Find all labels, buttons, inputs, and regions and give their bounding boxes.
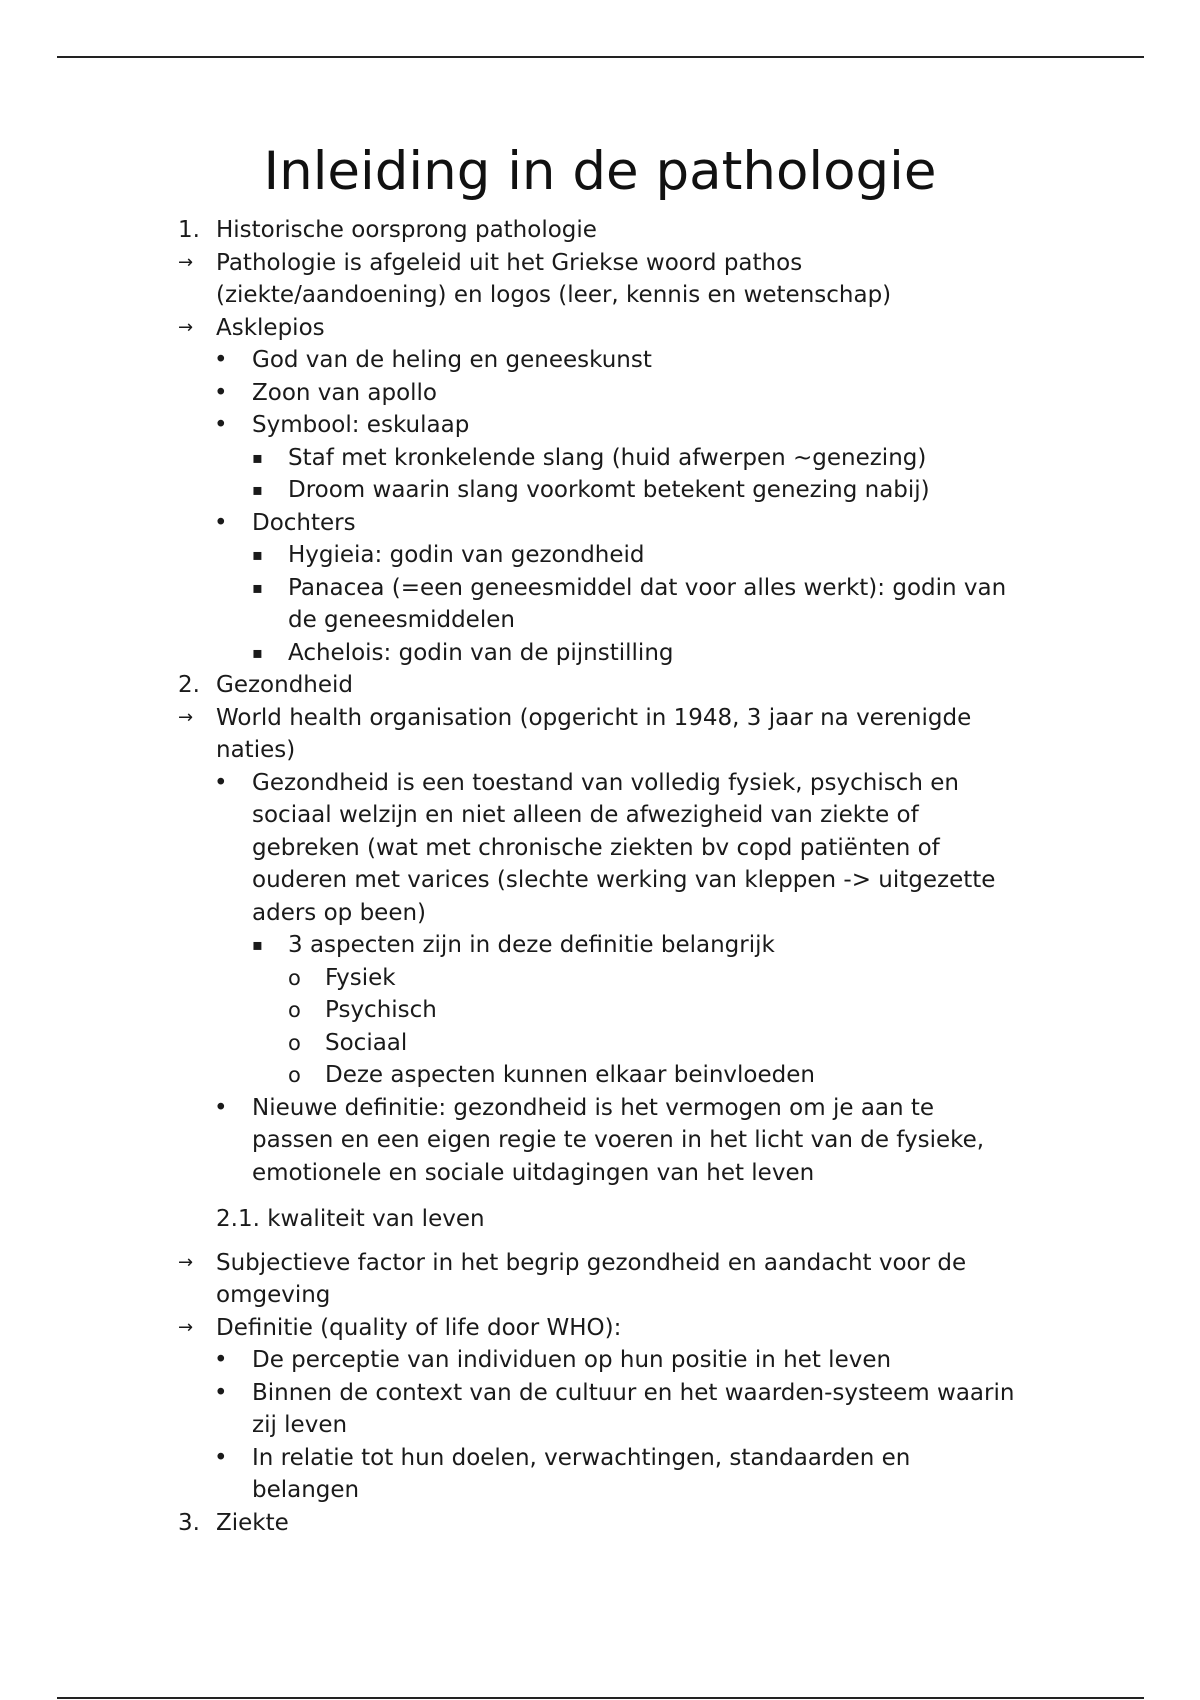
list-item-text: Definitie (quality of life door WHO): xyxy=(216,1314,622,1341)
list-item-text: In relatie tot hun doelen, verwachtingen, standaarden en xyxy=(252,1444,911,1471)
list-item xyxy=(0,1157,1200,1190)
list-item xyxy=(0,312,1200,345)
list-item xyxy=(0,409,1200,442)
bullet-icon: • xyxy=(214,1379,228,1406)
list-item xyxy=(0,344,1200,377)
list-item-text: Deze aspecten kunnen elkaar beinvloeden xyxy=(325,1062,815,1088)
list-item xyxy=(0,377,1200,410)
list-item xyxy=(0,1092,1200,1125)
list-item xyxy=(0,962,1200,995)
list-item xyxy=(0,279,1200,312)
bottom-rule xyxy=(57,1697,1144,1699)
list-item xyxy=(0,669,1200,702)
list-item-text: gebreken (wat met chronische ziekten bv copd patiënten of xyxy=(252,834,940,861)
list-item xyxy=(0,1344,1200,1377)
square-bullet-icon: ▪ xyxy=(252,447,263,467)
circle-bullet-icon: o xyxy=(288,965,301,990)
list-item-text: Staf met kronkelende slang (huid afwerpen ~genezing) xyxy=(288,444,927,471)
arrow-icon: → xyxy=(178,316,194,338)
arrow-icon: → xyxy=(178,251,194,273)
list-item xyxy=(0,442,1200,475)
list-item-text: Historische oorsprong pathologie xyxy=(216,217,597,243)
list-item-text: Symbool: eskulaap xyxy=(252,412,470,438)
bullet-icon: • xyxy=(214,769,228,796)
list-item-text: Asklepios xyxy=(216,314,325,341)
bullet-icon: • xyxy=(214,412,228,438)
list-item xyxy=(0,1279,1200,1312)
list-item-text: aders op been) xyxy=(252,899,427,926)
list-item-text: emotionele en sociale uitdagingen van het leven xyxy=(252,1159,815,1186)
list-item xyxy=(0,1442,1200,1475)
list-item xyxy=(0,1124,1200,1157)
list-item xyxy=(0,734,1200,767)
bullet-icon: • xyxy=(214,347,228,373)
list-item-text: Droom waarin slang voorkomt betekent genezing nabij) xyxy=(288,477,930,503)
list-item xyxy=(0,832,1200,865)
list-item-text: zij leven xyxy=(252,1412,348,1438)
arrow-icon: → xyxy=(178,1316,194,1338)
list-item-text: 2.1. kwaliteit van leven xyxy=(216,1206,485,1232)
list-item-text: Binnen de context van de cultuur en het waarden-systeem waarin xyxy=(252,1379,1015,1406)
bullet-icon: • xyxy=(214,509,228,536)
list-item-text: Sociaal xyxy=(325,1029,408,1056)
list-item-text: Panacea (=een geneesmiddel dat voor alles werkt): godin van xyxy=(288,574,1007,601)
list-item-text: Ziekte xyxy=(216,1509,289,1536)
list-item-text: (ziekte/aandoening) en logos (leer, kennis en wetenschap) xyxy=(216,282,892,308)
list-item xyxy=(0,1247,1200,1280)
arrow-icon: → xyxy=(178,1251,194,1273)
list-item-text: 3 aspecten zijn in deze definitie belangrijk xyxy=(288,932,775,958)
list-item-text: belangen xyxy=(252,1477,360,1503)
list-item xyxy=(0,572,1200,605)
list-item-text: God van de heling en geneeskunst xyxy=(252,347,652,373)
arrow-icon: → xyxy=(178,706,194,728)
list-item-text: de geneesmiddelen xyxy=(288,607,515,633)
bullet-icon: • xyxy=(214,379,228,406)
list-item xyxy=(0,1377,1200,1410)
list-number: 3. xyxy=(178,1509,200,1536)
list-item-text: De perceptie van individuen op hun positie in het leven xyxy=(252,1347,892,1373)
list-item xyxy=(0,539,1200,572)
list-item xyxy=(0,799,1200,832)
list-item xyxy=(0,247,1200,280)
list-item xyxy=(0,767,1200,800)
list-item xyxy=(0,1409,1200,1442)
square-bullet-icon: ▪ xyxy=(252,935,263,954)
list-item-text: naties) xyxy=(216,737,296,763)
list-item xyxy=(0,897,1200,930)
list-item xyxy=(0,1312,1200,1345)
list-item xyxy=(0,507,1200,540)
list-item-text: Dochters xyxy=(252,509,356,536)
list-item-text: Subjectieve factor in het begrip gezondheid en aandacht voor de xyxy=(216,1249,967,1276)
list-item-text: Gezondheid xyxy=(216,672,354,698)
square-bullet-icon: ▪ xyxy=(252,545,263,564)
list-item xyxy=(0,702,1200,735)
top-rule xyxy=(57,56,1144,58)
list-item xyxy=(0,994,1200,1027)
list-item-text: Gezondheid is een toestand van volledig fysiek, psychisch en xyxy=(252,769,959,796)
square-bullet-icon: ▪ xyxy=(252,577,263,597)
list-item-text: Hygieia: godin van gezondheid xyxy=(288,542,645,568)
bullet-icon: • xyxy=(214,1347,228,1373)
circle-bullet-icon: o xyxy=(288,998,301,1022)
list-item-text: Psychisch xyxy=(325,997,437,1023)
square-bullet-icon: ▪ xyxy=(252,642,263,662)
list-item-text: Nieuwe definitie: gezondheid is het vermogen om je aan te xyxy=(252,1094,935,1121)
list-item xyxy=(0,637,1200,670)
list-item-text: omgeving xyxy=(216,1282,331,1308)
list-item-text: Zoon van apollo xyxy=(252,379,437,406)
page-title: Inleiding in de pathologie xyxy=(263,141,937,202)
circle-bullet-icon: o xyxy=(288,1030,301,1055)
bullet-icon: • xyxy=(214,1444,228,1471)
list-item xyxy=(0,1027,1200,1060)
list-item xyxy=(0,1474,1200,1507)
list-item-text: World health organisation (opgericht in 1948, 3 jaar na verenigde xyxy=(216,704,972,731)
document-body xyxy=(0,214,1200,1539)
circle-bullet-icon: o xyxy=(288,1063,301,1087)
list-item xyxy=(0,604,1200,637)
list-item-text: ouderen met varices (slechte werking van kleppen -> uitgezette xyxy=(252,867,996,893)
list-item-text: Achelois: godin van de pijnstilling xyxy=(288,639,674,666)
list-item xyxy=(0,474,1200,507)
list-item-text: Fysiek xyxy=(325,964,396,991)
bullet-icon: • xyxy=(214,1094,228,1121)
list-item xyxy=(0,864,1200,897)
list-item-text: Pathologie is afgeleid uit het Griekse woord pathos xyxy=(216,249,803,276)
list-item xyxy=(0,1203,1200,1236)
list-item xyxy=(0,214,1200,247)
list-item xyxy=(0,929,1200,962)
list-item xyxy=(0,1507,1200,1540)
list-number: 2. xyxy=(178,672,200,698)
list-item-text: passen en een eigen regie te voeren in het licht van de fysieke, xyxy=(252,1127,985,1153)
list-number: 1. xyxy=(178,217,200,243)
list-item xyxy=(0,1059,1200,1092)
square-bullet-icon: ▪ xyxy=(252,480,263,499)
list-item-text: sociaal welzijn en niet alleen de afwezigheid van ziekte of xyxy=(252,802,919,828)
